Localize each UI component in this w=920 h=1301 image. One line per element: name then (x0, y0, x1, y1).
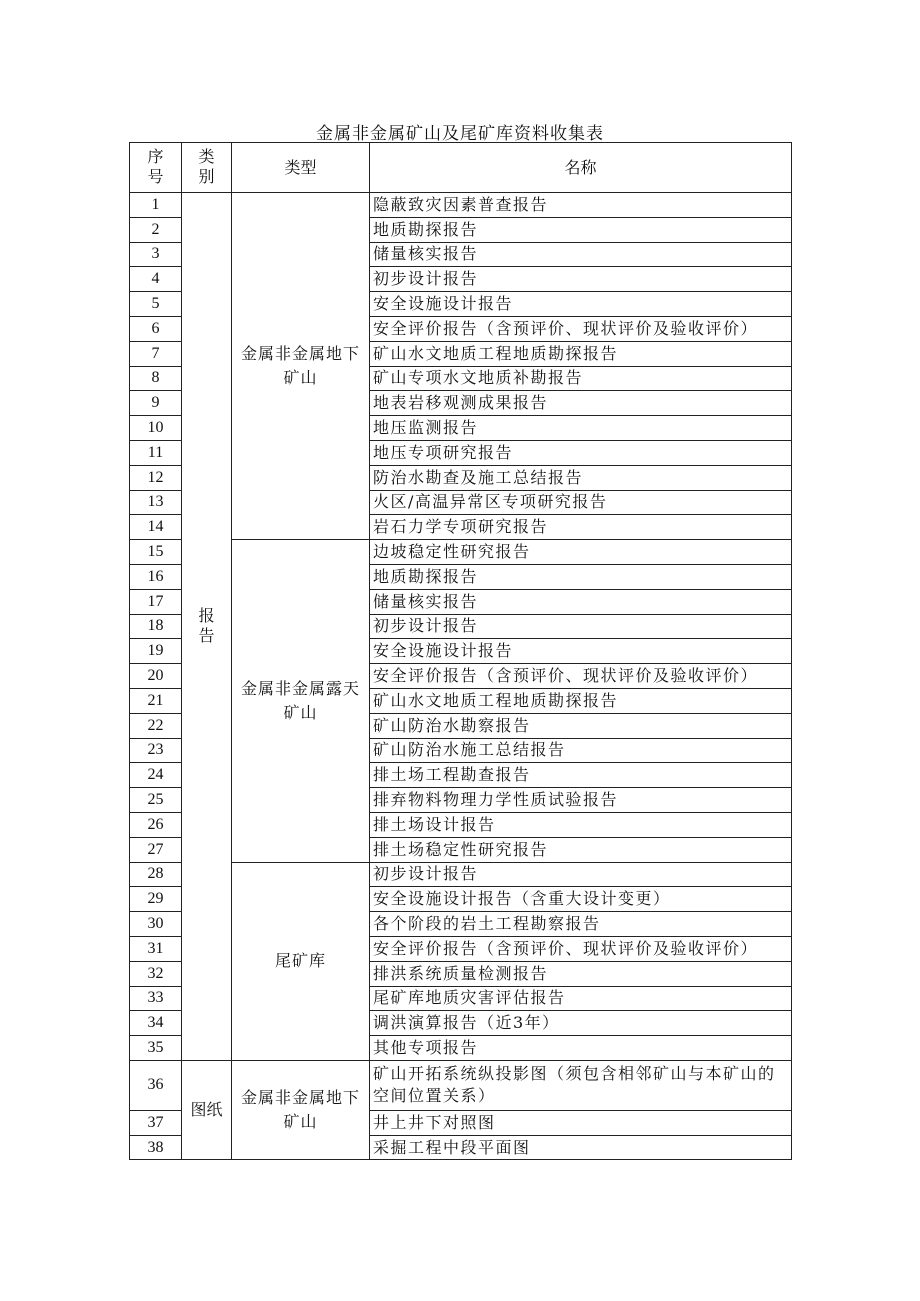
row-number: 24 (130, 763, 182, 788)
page-title: 金属非金属矿山及尾矿库资料收集表 (316, 124, 604, 144)
item-name: 地质勘探报告 (370, 564, 792, 589)
row-number: 4 (130, 267, 182, 292)
item-name: 尾矿库地质灾害评估报告 (370, 986, 792, 1011)
header-row (130, 143, 792, 193)
item-name: 防治水勘查及施工总结报告 (370, 465, 792, 490)
row-number: 19 (130, 639, 182, 664)
row-number: 9 (130, 391, 182, 416)
item-name: 采掘工程中段平面图 (370, 1135, 792, 1160)
row-number: 30 (130, 912, 182, 937)
item-name: 初步设计报告 (370, 862, 792, 887)
item-name: 排土场设计报告 (370, 812, 792, 837)
item-name: 安全设施设计报告（含重大设计变更） (370, 887, 792, 912)
item-name: 矿山防治水勘察报告 (370, 713, 792, 738)
row-number: 14 (130, 515, 182, 540)
row-number: 36 (130, 1060, 182, 1110)
item-name: 隐蔽致灾因素普查报告 (370, 193, 792, 218)
row-number: 11 (130, 440, 182, 465)
item-name: 火区/高温异常区专项研究报告 (370, 490, 792, 515)
row-number: 18 (130, 614, 182, 639)
item-name: 储量核实报告 (370, 242, 792, 267)
header-no: 序号 (130, 143, 182, 193)
row-number: 37 (130, 1110, 182, 1135)
row-number: 5 (130, 292, 182, 317)
row-number: 6 (130, 316, 182, 341)
row-number: 25 (130, 788, 182, 813)
row-number: 34 (130, 1011, 182, 1036)
row-number: 16 (130, 564, 182, 589)
row-number: 27 (130, 837, 182, 862)
item-name: 岩石力学专项研究报告 (370, 515, 792, 540)
row-number: 8 (130, 366, 182, 391)
item-name: 排土场工程勘查报告 (370, 763, 792, 788)
row-number: 33 (130, 986, 182, 1011)
type-cell: 尾矿库 (232, 862, 370, 1060)
row-number: 35 (130, 1036, 182, 1061)
item-name: 地表岩移观测成果报告 (370, 391, 792, 416)
item-name: 排洪系统质量检测报告 (370, 961, 792, 986)
row-number: 21 (130, 688, 182, 713)
item-name: 初步设计报告 (370, 267, 792, 292)
row-number: 26 (130, 812, 182, 837)
item-name: 地压监测报告 (370, 416, 792, 441)
item-name: 矿山防治水施工总结报告 (370, 738, 792, 763)
item-name: 储量核实报告 (370, 589, 792, 614)
item-name: 安全设施设计报告 (370, 639, 792, 664)
header-category: 类别 (182, 143, 232, 193)
row-number: 15 (130, 540, 182, 565)
category-cell: 图纸 (182, 1060, 232, 1160)
item-name: 井上井下对照图 (370, 1110, 792, 1135)
category-cell: 报告 (182, 193, 232, 1061)
item-name: 调洪演算报告（近3年） (370, 1011, 792, 1036)
item-name: 其他专项报告 (370, 1036, 792, 1061)
table-row (130, 1060, 792, 1110)
row-number: 7 (130, 341, 182, 366)
row-number: 23 (130, 738, 182, 763)
item-name: 安全评价报告（含预评价、现状评价及验收评价） (370, 664, 792, 689)
row-number: 17 (130, 589, 182, 614)
item-name: 矿山专项水文地质补勘报告 (370, 366, 792, 391)
row-number: 28 (130, 862, 182, 887)
item-name: 矿山水文地质工程地质勘探报告 (370, 341, 792, 366)
item-name: 边坡稳定性研究报告 (370, 540, 792, 565)
row-number: 2 (130, 217, 182, 242)
row-number: 22 (130, 713, 182, 738)
type-cell: 金属非金属地下矿山 (232, 1060, 370, 1160)
type-cell: 金属非金属地下矿山 (232, 193, 370, 540)
item-name: 初步设计报告 (370, 614, 792, 639)
item-name: 排弃物料物理力学性质试验报告 (370, 788, 792, 813)
item-name: 安全评价报告（含预评价、现状评价及验收评价） (370, 316, 792, 341)
item-name: 地压专项研究报告 (370, 440, 792, 465)
row-number: 31 (130, 936, 182, 961)
item-name: 地质勘探报告 (370, 217, 792, 242)
row-number: 29 (130, 887, 182, 912)
row-number: 10 (130, 416, 182, 441)
item-name: 安全评价报告（含预评价、现状评价及验收评价） (370, 936, 792, 961)
row-number: 1 (130, 193, 182, 218)
row-number: 20 (130, 664, 182, 689)
resource-collection-table (129, 142, 792, 1160)
type-cell: 金属非金属露天矿山 (232, 540, 370, 862)
row-number: 12 (130, 465, 182, 490)
header-type: 类型 (232, 143, 370, 193)
row-number: 38 (130, 1135, 182, 1160)
header-name: 名称 (370, 143, 792, 193)
row-number: 13 (130, 490, 182, 515)
row-number: 32 (130, 961, 182, 986)
item-name: 安全设施设计报告 (370, 292, 792, 317)
row-number: 3 (130, 242, 182, 267)
item-name: 矿山水文地质工程地质勘探报告 (370, 688, 792, 713)
table-row (130, 193, 792, 218)
item-name: 排土场稳定性研究报告 (370, 837, 792, 862)
item-name: 各个阶段的岩土工程勘察报告 (370, 912, 792, 937)
item-name: 矿山开拓系统纵投影图（须包含相邻矿山与本矿山的空间位置关系） (370, 1060, 792, 1110)
